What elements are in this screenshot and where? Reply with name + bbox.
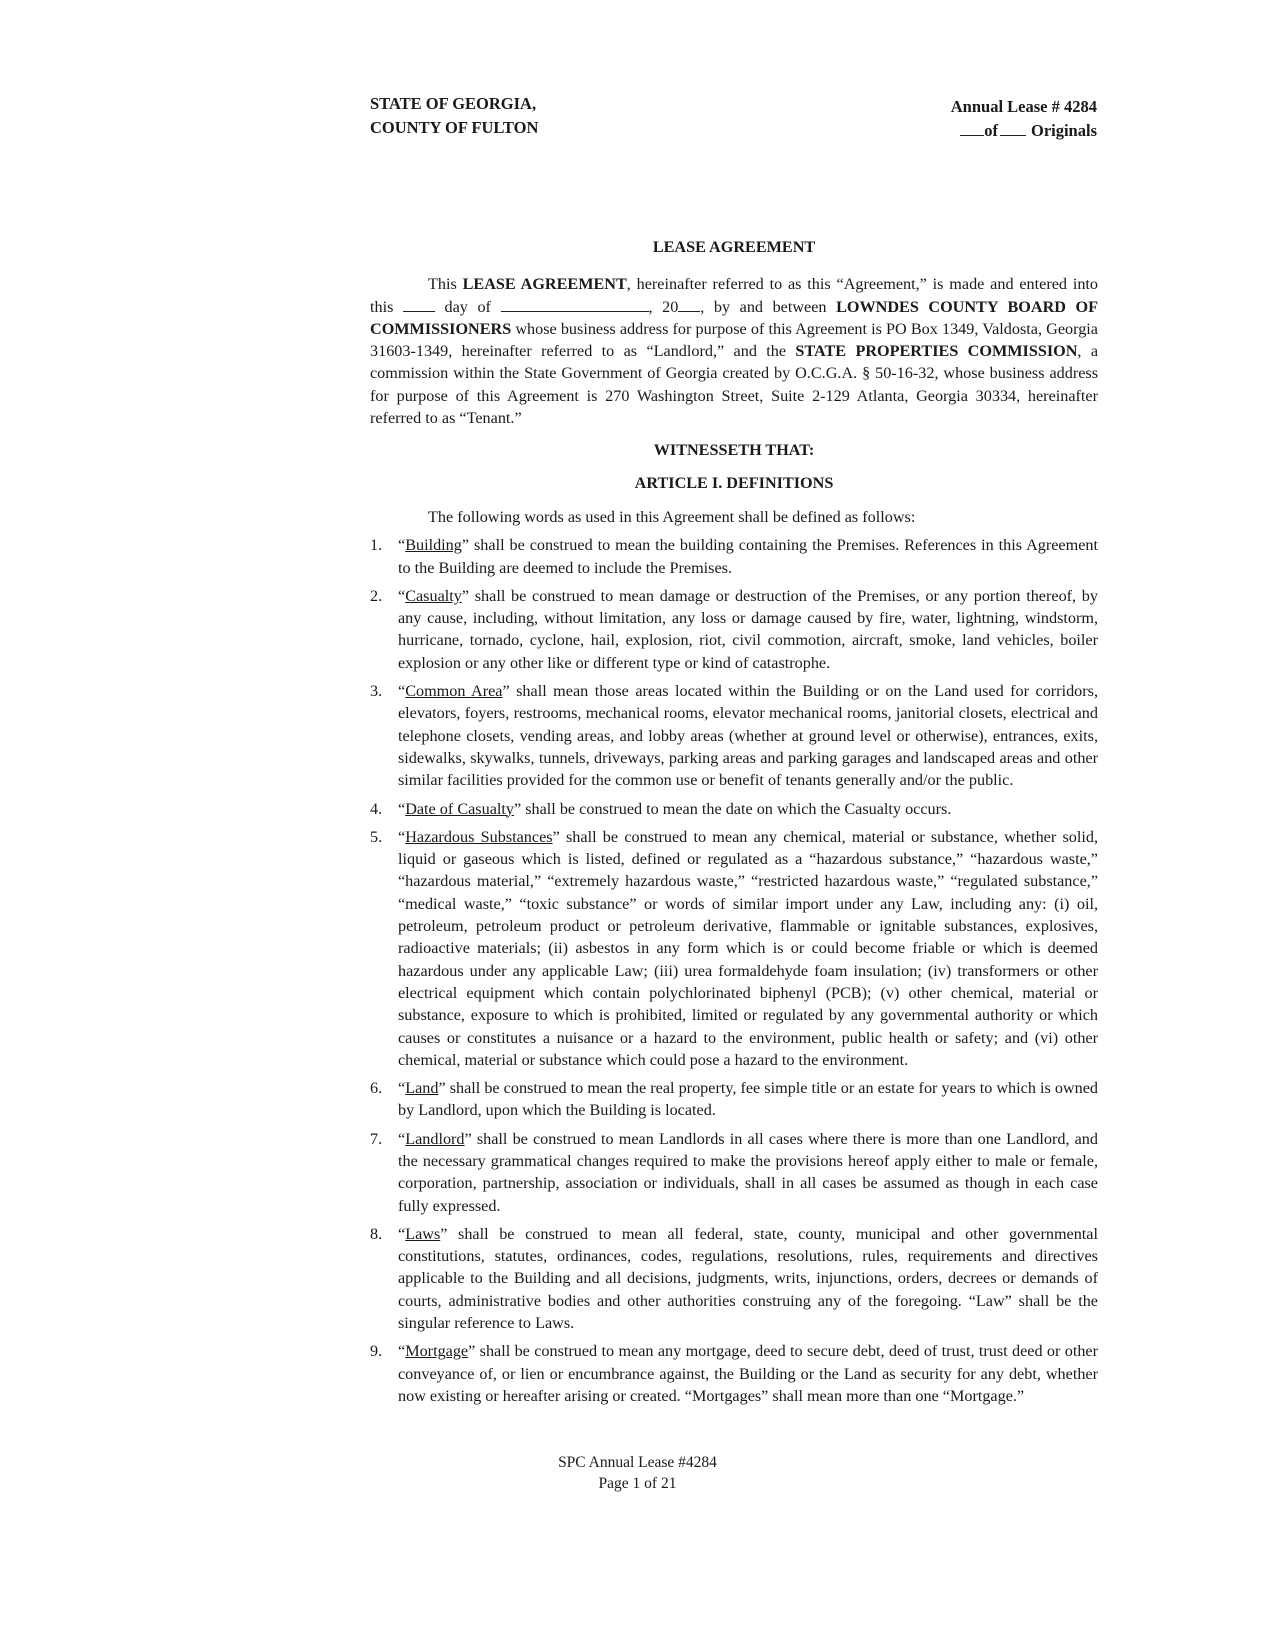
definition-text: ” shall be construed to mean all federal, state, county, municipal and other governmental constitutions, statutes, ordinances, codes, regulations, resolutions, rules, requirements and directives applicable to the Building and all decisions, judgments, writs, injunctions, orders, decrees or demands of courts, administrative bodies and other authorities construing any of the foregoing. “Law” shall be the singular reference to Laws.	[398, 1224, 1098, 1333]
intro-text: whose business address for purpose of this Agreement is PO Box 1349, Valdosta, Georgia 31603-1349, hereinafter referred to as “Landlord,” and the	[370, 319, 1098, 361]
item-text	[398, 680, 1098, 791]
definition-item	[370, 798, 1098, 820]
defined-term: Landlord	[405, 1129, 465, 1148]
defined-term: Land	[405, 1079, 439, 1098]
definition-text: ” shall be construed to mean Landlords in all cases where there is more than one Landlord, and the necessary grammatical changes required to make the provisions hereof apply either to male or female, corporation, partnership, association or individuals, shall in all cases be assumed as though in each case fully expressed.	[398, 1129, 1098, 1215]
open-quote: “	[398, 1224, 406, 1243]
definition-text: ” shall be construed to mean the date on which the Casualty occurs.	[513, 799, 952, 818]
item-text	[398, 798, 1098, 820]
document-title: LEASE AGREEMENT	[652, 238, 816, 256]
open-quote: “	[398, 799, 406, 818]
definition-item	[370, 680, 1098, 791]
definition-item	[370, 1128, 1098, 1217]
document-body	[370, 236, 1098, 1407]
defined-term: Laws	[405, 1224, 441, 1243]
open-quote: “	[398, 536, 406, 555]
open-quote: “	[398, 1079, 406, 1098]
county-line: COUNTY OF FULTON	[370, 118, 539, 137]
item-text	[398, 826, 1098, 1071]
definition-text: ” shall mean those areas located within the Building or on the Land used for corridors, elevators, foyers, restrooms, mechanical rooms, elevator mechanical rooms, janitorial closets, electrical and telephone closets, vending areas, and lobby areas (whether at ground level or otherwise), entrances, exits, sidewalks, skywalks, tunnels, driveways, parking areas and parking garages and landscaped areas and other similar facilities provided for the common use or benefit of tenants generally and/or the public.	[398, 682, 1098, 790]
definitions-list	[370, 534, 1098, 1407]
item-text	[398, 585, 1098, 674]
item-number: 4.	[370, 799, 383, 818]
definition-text: ” shall be construed to mean the building containing the Premises. References in this Agreement to the Building are deemed to include the Premises.	[398, 536, 1098, 577]
open-quote: “	[398, 586, 406, 605]
item-number: 6.	[370, 1079, 383, 1098]
definition-text: ” shall be construed to mean damage or destruction of the Premises, or any portion thereof, by any cause, including, without limitation, any loss or damage caused by fire, water, lightning, windstorm, hurricane, tornado, cyclone, hail, explosion, riot, civil commotion, aircraft, smoke, land vehicles, boiler explosion or any other like or different type or kind of catastrophe.	[398, 586, 1098, 672]
open-quote: “	[398, 682, 406, 701]
item-text	[398, 1128, 1098, 1217]
intro-text: This	[428, 275, 463, 294]
open-quote: “	[398, 1342, 406, 1361]
open-quote: “	[398, 827, 406, 846]
item-number: 8.	[370, 1224, 383, 1243]
item-text	[398, 1340, 1098, 1407]
item-number: 9.	[370, 1342, 383, 1361]
year-blank	[678, 297, 700, 312]
intro-text: , hereinafter referred to as this “Agreement,” is made and entered into this	[370, 275, 1098, 316]
definition-item	[370, 826, 1098, 1071]
state-line: STATE OF GEORGIA,	[370, 94, 537, 113]
item-number: 3.	[370, 682, 383, 701]
jurisdiction-header	[370, 92, 538, 140]
month-blank	[501, 297, 649, 312]
definition-text: ” shall be construed to mean the real property, fee simple title or an estate for years to which is owned by Landlord, upon which the Building is located.	[398, 1079, 1098, 1120]
page-footer	[0, 1452, 1275, 1494]
day-blank	[403, 297, 435, 312]
intro-text: , by and between	[700, 297, 837, 316]
intro-bold: LEASE AGREEMENT	[462, 275, 627, 294]
defined-term: Common Area	[405, 682, 503, 701]
landlord-name: LOWNDES COUNTY BOARD OF COMMISSIONERS	[370, 297, 1098, 338]
page-number: Page 1 of 21	[598, 1475, 677, 1492]
item-text	[398, 534, 1098, 579]
witnesseth-heading: WITNESSETH THAT:	[653, 441, 815, 460]
defined-term: Building	[405, 536, 462, 555]
lease-number-header	[951, 95, 1097, 143]
originals-line	[951, 119, 1097, 143]
intro-paragraph	[370, 273, 1098, 429]
definition-item	[370, 1077, 1098, 1122]
item-text	[398, 1077, 1098, 1122]
definitions-intro: The following words as used in this Agreement shall be defined as follows:	[428, 507, 916, 526]
item-number: 7.	[370, 1129, 383, 1148]
definition-item	[370, 1223, 1098, 1334]
footer-lease: SPC Annual Lease #4284	[558, 1454, 717, 1471]
open-quote: “	[398, 1129, 406, 1148]
definition-item	[370, 585, 1098, 674]
definition-item	[370, 534, 1098, 579]
article-heading: ARTICLE I. DEFINITIONS	[634, 473, 834, 492]
definition-text: ” shall be construed to mean any mortgage, deed to secure debt, deed of trust, trust deed or other conveyance of, or lien or encumbrance against, the Building or the Land as security for any debt, whether now existing or hereafter arising or created. “Mortgages” shall mean more than one “Mortgage.”	[398, 1342, 1098, 1405]
defined-term: Hazardous Substances	[405, 827, 553, 846]
tenant-name: STATE PROPERTIES COMMISSION	[795, 342, 1078, 361]
intro-text: , 20	[648, 297, 679, 316]
item-number: 5.	[370, 827, 383, 846]
lease-number: Annual Lease # 4284	[950, 97, 1097, 116]
definition-item	[370, 1340, 1098, 1407]
item-number: 2.	[370, 586, 383, 605]
of-label: of	[984, 121, 998, 140]
defined-term: Mortgage	[405, 1342, 469, 1361]
definition-text: ” shall be construed to mean any chemical, material or substance, whether solid, liquid or gaseous which is listed, defined or regulated as a “hazardous substance,” “hazardous waste,” “hazardous material,” “extremely hazardous waste,” “restricted hazardous waste,” “regulated substance,” “medical waste,” “toxic substance” or words of similar import under any Law, including any: (i) oil, petroleum, petroleum product or petroleum derivative, flammable or ignitable substances, explosives, radioactive materials; (ii) asbestos in any form which is or could become friable or which is deemed hazardous under any applicable Law; (iii) urea formaldehyde foam insulation; (iv) transformers or other electrical equipment which contain polychlorinated biphenyl (PCB); (v) other chemical, material or substance, exposure to which is prohibited, limited or regulated by any governmental authority or which causes or constitutes a nuisance or a hazard to the environment, public health or safety; and (vi) other chemical, material or substance which could pose a hazard to the environment.	[398, 827, 1098, 1069]
item-text	[398, 1223, 1098, 1334]
defined-term: Casualty	[405, 586, 462, 605]
defined-term: Date of Casualty	[405, 799, 514, 818]
intro-text: day of	[434, 297, 501, 316]
item-number: 1.	[370, 536, 383, 555]
intro-text: , a commission within the State Government of Georgia created by O.C.G.A. § 50-16-32, whose business address for purpose of this Agreement is 270 Washington Street, Suite 2-129 Atlanta, Georgia 30334, hereinafter referred to as “Tenant.”	[370, 342, 1099, 428]
originals-label: Originals	[1030, 121, 1097, 140]
